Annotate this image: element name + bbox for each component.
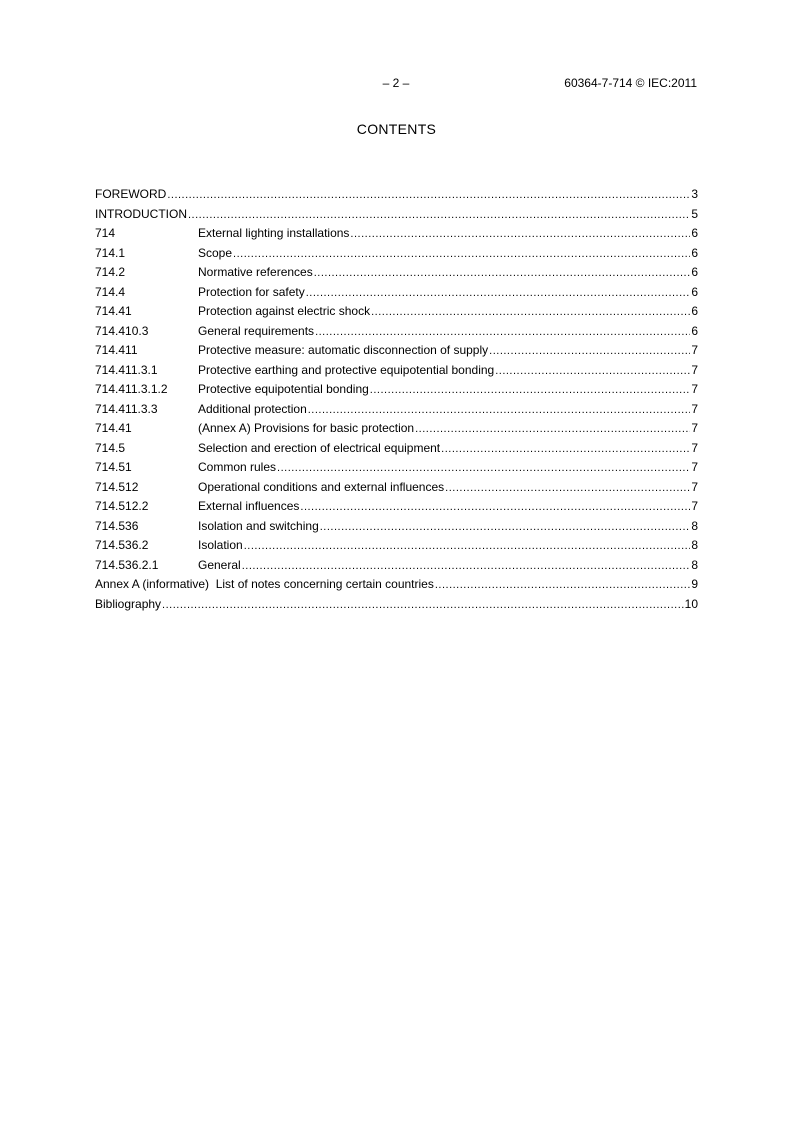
toc-dot-leader (242, 557, 691, 576)
toc-dot-leader (489, 342, 690, 361)
toc-entry-page: 6 (691, 323, 698, 338)
toc-entry-title: Common rules (198, 460, 277, 474)
toc-entry-title: Additional protection (198, 401, 307, 416)
toc-entry[interactable] (95, 478, 698, 498)
toc-entry-page: 7 (691, 479, 698, 494)
toc-entry[interactable] (95, 497, 698, 517)
toc-entry-number: 714.411.3.3 (95, 401, 158, 416)
toc-dot-leader (162, 596, 684, 615)
toc-entry[interactable] (95, 380, 698, 400)
toc-entry-page: 8 (691, 557, 698, 572)
toc-entry-number: 714.5 (95, 440, 126, 455)
toc-dot-leader (233, 245, 690, 264)
toc-entry[interactable] (95, 556, 698, 576)
toc-entry-page: 7 (691, 421, 698, 435)
toc-entry-page: 8 (691, 518, 698, 533)
toc-dot-leader (308, 401, 691, 420)
toc-entry-title: Protection for safety (198, 284, 305, 299)
toc-entry[interactable] (95, 302, 698, 322)
toc-entry-title: Annex A (informative) List of notes concerning certain countries (95, 577, 434, 591)
toc-entry-page: 7 (691, 499, 698, 513)
toc-entry-number: 714.411.3.1.2 (95, 382, 168, 396)
toc-entry-title: FOREWORD (95, 187, 167, 201)
toc-entry-title: Protection against electric shock (198, 304, 371, 318)
toc-entry-page: 7 (691, 460, 698, 474)
page-number: – 2 – (382, 76, 410, 90)
toc-entry[interactable] (95, 185, 698, 205)
toc-dot-leader (370, 381, 691, 400)
toc-entry[interactable] (95, 536, 698, 556)
toc-entry[interactable] (95, 517, 698, 537)
table-of-contents (95, 185, 698, 614)
toc-entry-title: Protective measure: automatic disconnection of supply (198, 343, 489, 357)
toc-entry[interactable] (95, 575, 698, 595)
toc-entry-page: 8 (691, 538, 698, 552)
toc-entry-title: Scope (198, 245, 233, 260)
toc-entry-title: Operational conditions and external influences (198, 479, 445, 494)
toc-entry-title: Isolation (198, 538, 243, 552)
toc-dot-leader (415, 420, 690, 439)
toc-entry-page: 5 (691, 206, 698, 221)
toc-dot-leader (188, 206, 690, 225)
document-id: 60364-7-714 © IEC:2011 (564, 76, 697, 90)
toc-entry-page: 9 (691, 577, 698, 591)
toc-dot-leader (350, 225, 690, 244)
toc-entry[interactable] (95, 361, 698, 381)
toc-entry-page: 7 (691, 382, 698, 396)
toc-entry-title: External influences (198, 499, 300, 513)
toc-entry-number: 714.4 (95, 284, 126, 299)
toc-entry[interactable] (95, 205, 698, 225)
toc-entry-page: 6 (691, 304, 698, 318)
toc-entry-page: 6 (691, 265, 698, 279)
toc-dot-leader (371, 303, 690, 322)
toc-entry-page: 7 (691, 401, 698, 416)
toc-entry-number: 714.2 (95, 265, 126, 279)
toc-entry-title: Bibliography (95, 596, 162, 611)
toc-entry[interactable] (95, 224, 698, 244)
toc-entry-number: 714.512 (95, 479, 139, 494)
toc-entry-page: 7 (691, 440, 698, 455)
toc-entry-page: 7 (691, 362, 698, 377)
toc-entry[interactable] (95, 263, 698, 283)
toc-dot-leader (314, 264, 691, 283)
toc-entry[interactable] (95, 595, 698, 615)
toc-entry[interactable] (95, 244, 698, 264)
toc-dot-leader (306, 284, 691, 303)
toc-entry-page: 6 (691, 245, 698, 260)
toc-entry[interactable] (95, 283, 698, 303)
toc-entry-number: 714 (95, 226, 116, 240)
toc-entry-title: (Annex A) Provisions for basic protection (198, 421, 415, 435)
toc-entry-number: 714.410.3 (95, 323, 149, 338)
toc-entry-title: Protective equipotential bonding (198, 382, 369, 396)
toc-dot-leader (315, 323, 690, 342)
toc-entry-number: 714.51 (95, 460, 132, 474)
toc-entry-title: General requirements (198, 323, 315, 338)
toc-entry[interactable] (95, 458, 698, 478)
toc-entry-title: Protective earthing and protective equipotential bonding (198, 362, 495, 377)
toc-entry-title: Selection and erection of electrical equipment (198, 440, 441, 455)
toc-entry-title: INTRODUCTION (95, 206, 187, 221)
toc-dot-leader (495, 362, 690, 381)
page-title: CONTENTS (356, 121, 437, 137)
toc-entry-page: 6 (691, 284, 698, 299)
toc-entry[interactable] (95, 322, 698, 342)
toc-entry-number: 714.41 (95, 421, 132, 435)
toc-dot-leader (445, 479, 690, 498)
toc-entry-number: 714.41 (95, 304, 132, 318)
toc-entry-title: General (198, 557, 241, 572)
toc-entry[interactable] (95, 400, 698, 420)
toc-entry-page: 3 (691, 187, 698, 201)
toc-dot-leader (244, 537, 691, 556)
toc-dot-leader (277, 459, 690, 478)
toc-entry-number: 714.536 (95, 518, 139, 533)
toc-entry-title: Isolation and switching (198, 518, 319, 533)
toc-entry-number: 714.512.2 (95, 499, 149, 513)
toc-entry[interactable] (95, 419, 698, 439)
toc-entry-title: External lighting installations (198, 226, 350, 240)
toc-entry[interactable] (95, 439, 698, 459)
toc-entry-number: 714.536.2.1 (95, 557, 159, 572)
toc-entry-number: 714.1 (95, 245, 126, 260)
toc-dot-leader (320, 518, 691, 537)
toc-entry-title: Normative references (198, 265, 313, 279)
toc-dot-leader (441, 440, 690, 459)
toc-entry-number: 714.536.2 (95, 538, 149, 552)
toc-entry-page: 6 (691, 226, 698, 240)
toc-dot-leader (167, 186, 690, 205)
toc-dot-leader (300, 498, 690, 517)
toc-entry-number: 714.411 (95, 343, 138, 357)
toc-entry-page: 10 (684, 596, 698, 611)
toc-entry-number: 714.411.3.1 (95, 362, 158, 377)
toc-entry[interactable] (95, 341, 698, 361)
toc-dot-leader (435, 576, 690, 595)
toc-entry-page: 7 (691, 343, 698, 357)
page-header (95, 76, 697, 92)
